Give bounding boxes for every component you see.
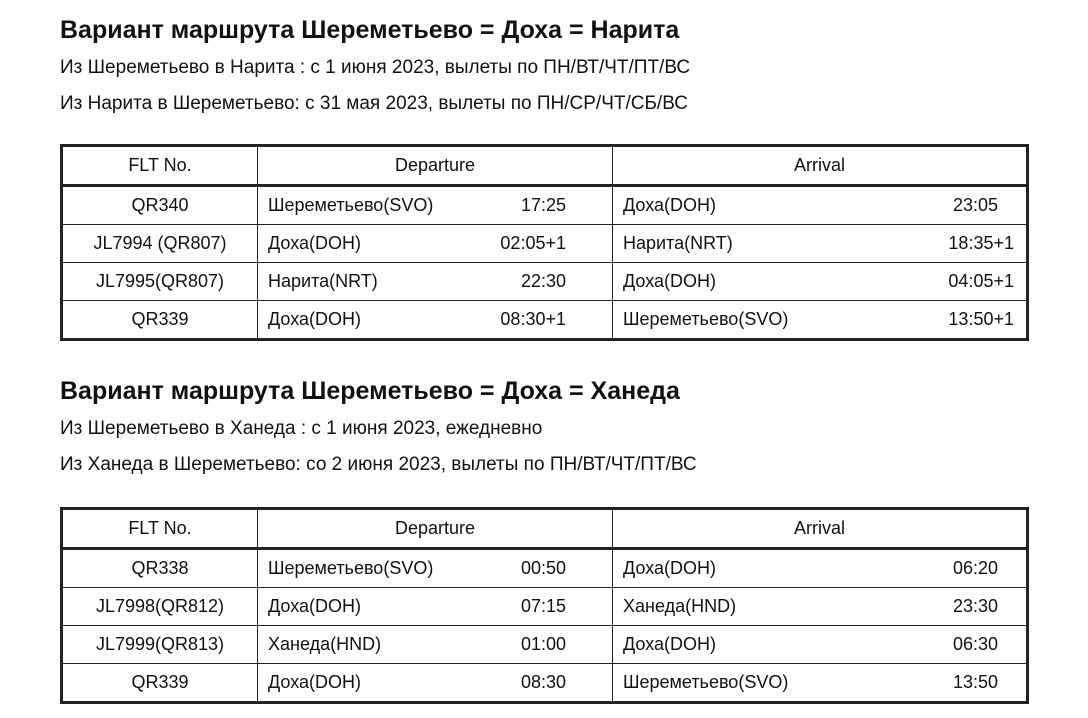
- flight-number: QR339: [62, 664, 258, 703]
- departure-time: 17:25: [520, 195, 566, 215]
- header-arrival: Arrival: [613, 146, 1028, 186]
- arrival-cell: [613, 301, 1028, 340]
- flight-number: JL7998(QR812): [62, 588, 258, 626]
- flight-number: QR338: [62, 549, 258, 588]
- table-header-row: [62, 509, 1028, 549]
- flight-number: QR339: [62, 301, 258, 340]
- arrival-time: 06:20: [952, 558, 998, 578]
- flight-number: QR340: [62, 186, 258, 225]
- arrival-cell: [613, 588, 1028, 626]
- route-section-narita: [60, 14, 1026, 329]
- header-departure: Departure: [258, 509, 613, 549]
- arrival-airport: Шереметьево(SVO): [623, 309, 789, 329]
- outbound-schedule-text: Из Шереметьево в Ханеда : с 1 июня 2023, ежедневно: [60, 418, 543, 439]
- route-section-haneda: [60, 375, 1026, 692]
- arrival-cell: [613, 225, 1028, 263]
- departure-cell: [258, 626, 613, 664]
- departure-airport: Ханеда(HND): [268, 634, 382, 654]
- table-header-row: [62, 146, 1028, 186]
- departure-cell: [258, 549, 613, 588]
- header-departure: Departure: [258, 146, 613, 186]
- section-title: Вариант маршрута Шереметьево = Доха = Нарита: [60, 16, 680, 44]
- header-flt-no: FLT No.: [62, 509, 258, 549]
- departure-airport: Доха(DOH): [268, 309, 361, 329]
- flight-number: JL7999(QR813): [62, 626, 258, 664]
- arrival-airport: Нарита(NRT): [623, 233, 733, 253]
- departure-time: 02:05+1: [500, 233, 566, 253]
- departure-cell: [258, 301, 613, 340]
- return-schedule-text: Из Ханеда в Шереметьево: со 2 июня 2023, вылеты по ПН/ВТ/ЧТ/ПТ/ВС: [60, 454, 697, 475]
- departure-airport: Доха(DOH): [268, 233, 361, 253]
- departure-time: 08:30+1: [500, 309, 566, 329]
- arrival-airport: Доха(DOH): [623, 271, 716, 291]
- table-row: [62, 588, 1028, 626]
- departure-airport: Шереметьево(SVO): [268, 558, 434, 578]
- arrival-cell: [613, 263, 1028, 301]
- arrival-airport: Доха(DOH): [623, 634, 716, 654]
- flight-number: JL7994 (QR807): [62, 225, 258, 263]
- departure-airport: Доха(DOH): [268, 596, 361, 616]
- arrival-cell: [613, 549, 1028, 588]
- departure-cell: [258, 263, 613, 301]
- table-row: [62, 301, 1028, 340]
- table-row: [62, 664, 1028, 703]
- arrival-cell: [613, 664, 1028, 703]
- return-schedule-text: Из Нарита в Шереметьево: с 31 мая 2023, вылеты по ПН/СР/ЧТ/СБ/ВС: [60, 93, 688, 114]
- departure-time: 00:50: [520, 558, 566, 578]
- departure-time: 08:30: [520, 672, 566, 692]
- departure-airport: Доха(DOH): [268, 672, 361, 692]
- arrival-airport: Ханеда(HND): [623, 596, 737, 616]
- departure-cell: [258, 186, 613, 225]
- flight-number: JL7995(QR807): [62, 263, 258, 301]
- departure-time: 07:15: [520, 596, 566, 616]
- outbound-schedule-text: Из Шереметьево в Нарита : с 1 июня 2023, вылеты по ПН/ВТ/ЧТ/ПТ/ВС: [60, 57, 691, 78]
- arrival-time: 23:30: [952, 596, 998, 616]
- departure-cell: [258, 225, 613, 263]
- arrival-time: 13:50: [952, 672, 998, 692]
- arrival-airport: Доха(DOH): [623, 558, 716, 578]
- section-title: Вариант маршрута Шереметьево = Доха = Ханеда: [60, 377, 680, 405]
- departure-time: 22:30: [520, 271, 566, 291]
- table-row: [62, 263, 1028, 301]
- arrival-cell: [613, 186, 1028, 225]
- arrival-airport: Доха(DOH): [623, 195, 716, 215]
- arrival-time: 04:05+1: [948, 271, 1014, 291]
- flight-table: [60, 144, 1029, 341]
- departure-airport: Шереметьево(SVO): [268, 195, 434, 215]
- departure-cell: [258, 588, 613, 626]
- departure-airport: Нарита(NRT): [268, 271, 378, 291]
- flight-table: [60, 507, 1029, 704]
- table-row: [62, 186, 1028, 225]
- arrival-time: 23:05: [952, 195, 998, 215]
- header-flt-no: FLT No.: [62, 146, 258, 186]
- table-row: [62, 549, 1028, 588]
- table-row: [62, 626, 1028, 664]
- header-arrival: Arrival: [613, 509, 1028, 549]
- arrival-cell: [613, 626, 1028, 664]
- table-row: [62, 225, 1028, 263]
- arrival-time: 06:30: [952, 634, 998, 654]
- arrival-time: 18:35+1: [948, 233, 1014, 253]
- departure-cell: [258, 664, 613, 703]
- departure-time: 01:00: [520, 634, 566, 654]
- arrival-airport: Шереметьево(SVO): [623, 672, 789, 692]
- arrival-time: 13:50+1: [948, 309, 1014, 329]
